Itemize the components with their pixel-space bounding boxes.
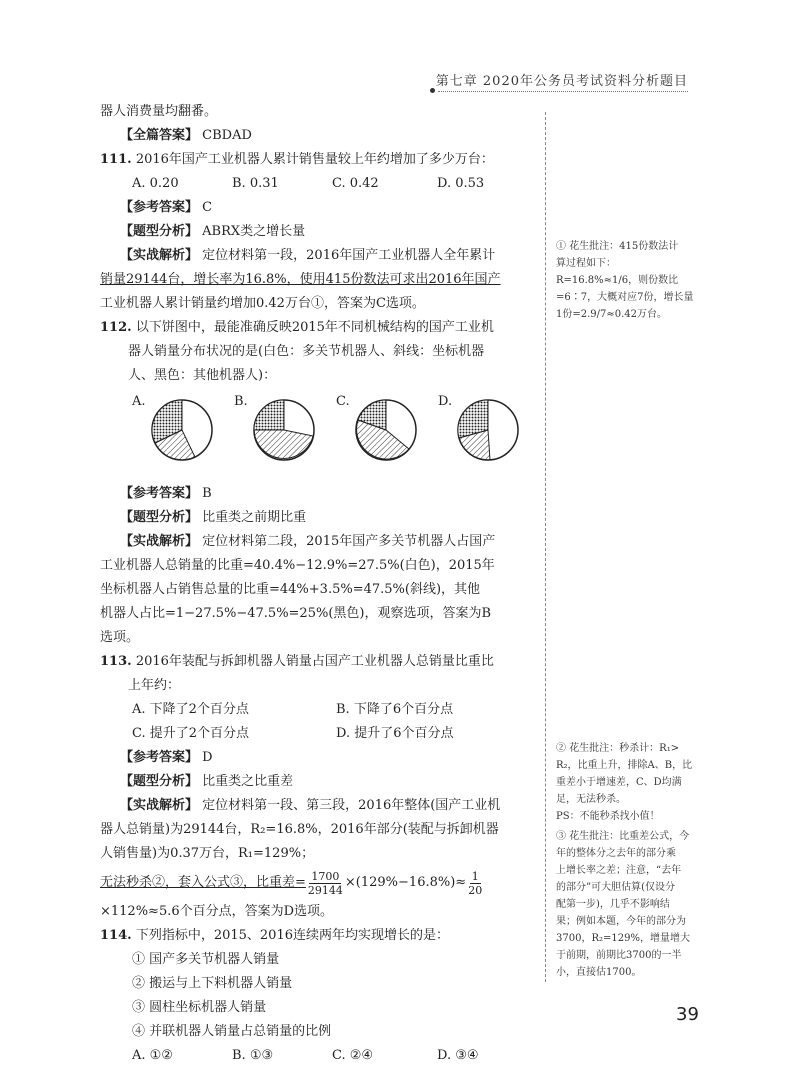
q113-number: 113. [100, 654, 132, 669]
side-note-line: =6∶7，大概对应7份，增长量 [556, 292, 694, 303]
page-number: 39 [676, 1004, 699, 1025]
pie-label-a: A. [132, 394, 146, 409]
q111-option-d: D. 0.53 [437, 176, 485, 191]
side-note-line: 算过程如下： [556, 258, 616, 269]
q113-option-a: A. 下降了2个百分点 [132, 702, 249, 717]
solution-text: 定位材料第一段，2016年国产工业机器人全年累计 [202, 248, 496, 263]
side-note-1 [556, 238, 706, 323]
solution-text: 定位材料第一段、第三段，2016年整体(国产工业机 [202, 798, 501, 813]
q112-number: 112. [100, 320, 132, 335]
q113-solution-line-4: ×112%≈5.6个百分点，答案为D选项。 [100, 904, 334, 919]
q114-option-a: A. ①② [132, 1048, 173, 1063]
pie-option-a [132, 390, 234, 482]
q111-option-a: A. 0.20 [132, 176, 179, 191]
side-note-line: ① 花生批注：415份数法计 [556, 241, 679, 252]
q114-option-c: C. ②④ [332, 1048, 374, 1063]
q114-option-b: B. ①③ [232, 1048, 274, 1063]
q113-solution-line-2: 器人总销量)为29144台，R₂=16.8%，2016年部分(装配与拆卸机器 [100, 822, 499, 837]
q112-stem-line-2: 器人销量分布状况的是(白色：多关节机器人、斜线：坐标机器 [128, 344, 485, 359]
running-header: 第七章 2020年公务员考试资料分析题目 [435, 74, 688, 89]
side-note-line: 果；例如本题，今年的部分为 [556, 916, 686, 927]
pie-option-d [438, 390, 540, 482]
ref-answer-value: B [202, 486, 212, 501]
header-bullet-dot [430, 88, 435, 93]
side-note-line: 年的整体分之去年的部分乘 [556, 848, 676, 859]
q113-solution-line-1 [100, 794, 540, 818]
q112-pie-options [100, 390, 540, 482]
pie-chart-b-icon [252, 398, 316, 462]
side-note-3 [556, 828, 706, 981]
solution-label: 【实战解析】 [120, 798, 199, 813]
q114-item-3: ③ 圆柱坐标机器人销量 [132, 1000, 267, 1015]
q112-solution-line-1 [100, 530, 540, 554]
q111-type-analysis [100, 220, 540, 244]
pie-label-c: C. [336, 394, 350, 409]
q112-stem: 以下饼图中，最能准确反映2015年不同机械结构的国产工业机 [135, 320, 494, 335]
q114-stem-line [100, 924, 540, 948]
q114-options [100, 1044, 540, 1068]
q114-number: 114. [100, 928, 132, 943]
q111-solution-line-3: 工业机器人累计销量约增加0.42万台①，答案为C选项。 [100, 296, 425, 311]
q111-stem: 2016年国产工业机器人累计销售量较上年约增加了多少万台： [135, 152, 494, 167]
formula-fraction-1 [308, 870, 343, 897]
q113-type-analysis [100, 770, 540, 794]
type-analysis-label: 【题型分析】 [120, 774, 199, 789]
formula-prefix: 无法秒杀②，套入公式③，比重差= [100, 875, 306, 890]
q111-solution-line-1 [100, 244, 540, 268]
side-note-line: ③ 花生批注：比重差公式，今 [556, 831, 690, 842]
pie-chart-a-icon [150, 398, 214, 462]
full-answer-label: 【全篇答案】 [120, 128, 199, 143]
q111-option-c: C. 0.42 [332, 176, 379, 191]
q114-stem: 下列指标中，2015、2016连续两年均实现增长的是： [135, 928, 449, 943]
q113-option-b: B. 下降了6个百分点 [336, 702, 454, 717]
side-note-line: 上增长率之差；注意，“去年 [556, 865, 682, 876]
pie-option-b [234, 390, 336, 482]
q114-option-d: D. ③④ [437, 1048, 479, 1063]
q111-option-b: B. 0.31 [232, 176, 279, 191]
intro-line: 器人消费量均翻番。 [100, 104, 218, 119]
q111-solution-line-2: 销量29144台，增长率为16.8%，使用415份数法可求出2016年国产 [100, 272, 501, 287]
ref-answer-label: 【参考答案】 [120, 486, 199, 501]
side-note-line: 足，无法秒杀。 [556, 794, 626, 805]
fraction-numerator: 1 [471, 869, 479, 883]
q111-number: 111. [100, 152, 132, 167]
q111-stem-line [100, 148, 540, 172]
fraction-denominator: 29144 [307, 883, 343, 897]
q111-ref-answer [100, 196, 540, 220]
q112-solution-line-3: 坐标机器人占销售总量的比重=44%+3.5%=47.5%(斜线)，其他 [100, 582, 481, 597]
pie-chart-d-icon [456, 398, 520, 462]
header-rule [438, 91, 688, 92]
side-note-2 [556, 740, 706, 825]
q114-item-4: ④ 并联机器人销量占总销量的比例 [132, 1024, 332, 1039]
side-note-line: 重差小于增速差，C、D均满 [556, 777, 682, 788]
side-note-line: 配第一步)，几乎不影响结 [556, 899, 670, 910]
q113-options-row-2 [100, 722, 540, 746]
type-analysis-value: 比重类之前期比重 [202, 510, 307, 525]
q112-type-analysis [100, 506, 540, 530]
side-note-line: 于前期，前期比3700的一半 [556, 950, 682, 961]
ref-answer-label: 【参考答案】 [120, 200, 199, 215]
solution-label: 【实战解析】 [120, 534, 199, 549]
q113-stem: 2016年装配与拆卸机器人销量占国产工业机器人总销量比重比 [135, 654, 494, 669]
type-analysis-label: 【题型分析】 [120, 510, 199, 525]
formula-fraction-2 [468, 870, 482, 897]
q112-solution-line-5: 选项。 [100, 630, 140, 645]
q114-item-2: ② 搬运与上下料机器人销量 [132, 976, 293, 991]
pie-label-d: D. [438, 394, 453, 409]
ref-answer-label: 【参考答案】 [120, 750, 199, 765]
q113-option-d: D. 提升了6个百分点 [336, 726, 454, 741]
side-note-line: R=16.8%≈1/6，则份数比 [556, 275, 679, 286]
q113-ref-answer [100, 746, 540, 770]
ref-answer-value: D [202, 750, 213, 765]
solution-label: 【实战解析】 [120, 248, 199, 263]
q112-solution-line-2: 工业机器人总销量的比重=40.4%−12.9%=27.5%(白色)，2015年 [100, 558, 495, 573]
q112-stem-line-3: 人、黑色：其他机器人)： [128, 368, 277, 383]
fraction-denominator: 20 [468, 883, 483, 897]
type-analysis-label: 【题型分析】 [120, 224, 199, 239]
side-note-line: R₂，比重上升，排除A、B，比 [556, 760, 693, 771]
side-note-line: 小，直接估1700。 [556, 967, 642, 978]
side-note-line: 的部分”可大胆估算(仅设分 [556, 882, 676, 893]
margin-divider [545, 112, 546, 982]
side-note-line: 1份=2.9/7≈0.42万台。 [556, 309, 668, 320]
q114-item-1: ① 国产多关节机器人销量 [132, 952, 280, 967]
pie-label-b: B. [234, 394, 248, 409]
type-analysis-value: 比重类之比重差 [202, 774, 294, 789]
side-note-line: 3700，R₂=129%，增量增大 [556, 933, 690, 944]
q112-ref-answer [100, 482, 540, 506]
side-note-line: PS：不能秒杀找小值！ [556, 811, 660, 822]
type-analysis-value: ABRX类之增长量 [202, 224, 306, 239]
q113-options-row-1 [100, 698, 540, 722]
q113-option-c: C. 提升了2个百分点 [132, 726, 250, 741]
q113-stem-line-2: 上年约： [128, 678, 181, 693]
q112-stem-line-1 [100, 316, 540, 340]
q113-formula [100, 866, 540, 900]
ref-answer-value: C [202, 200, 213, 215]
q113-stem-line-1 [100, 650, 540, 674]
formula-middle: ×(129%−16.8%)≈ [344, 875, 467, 890]
main-column [100, 100, 540, 1068]
q112-solution-line-4: 机器人占比=1−27.5%−47.5%=25%(黑色)，观察选项，答案为B [100, 606, 492, 621]
full-answer-line [100, 124, 540, 148]
q113-solution-line-3: 人销售量)为0.37万台，R₁=129%； [100, 846, 315, 861]
solution-text: 定位材料第二段，2015年国产多关节机器人占国产 [202, 534, 496, 549]
full-answer-value: CBDAD [202, 128, 252, 143]
side-note-line: ② 花生批注：秒杀计：R₁> [556, 743, 680, 754]
fraction-numerator: 1700 [311, 869, 340, 883]
q111-options [100, 172, 540, 196]
pie-chart-c-icon [354, 398, 418, 462]
pie-option-c [336, 390, 438, 482]
